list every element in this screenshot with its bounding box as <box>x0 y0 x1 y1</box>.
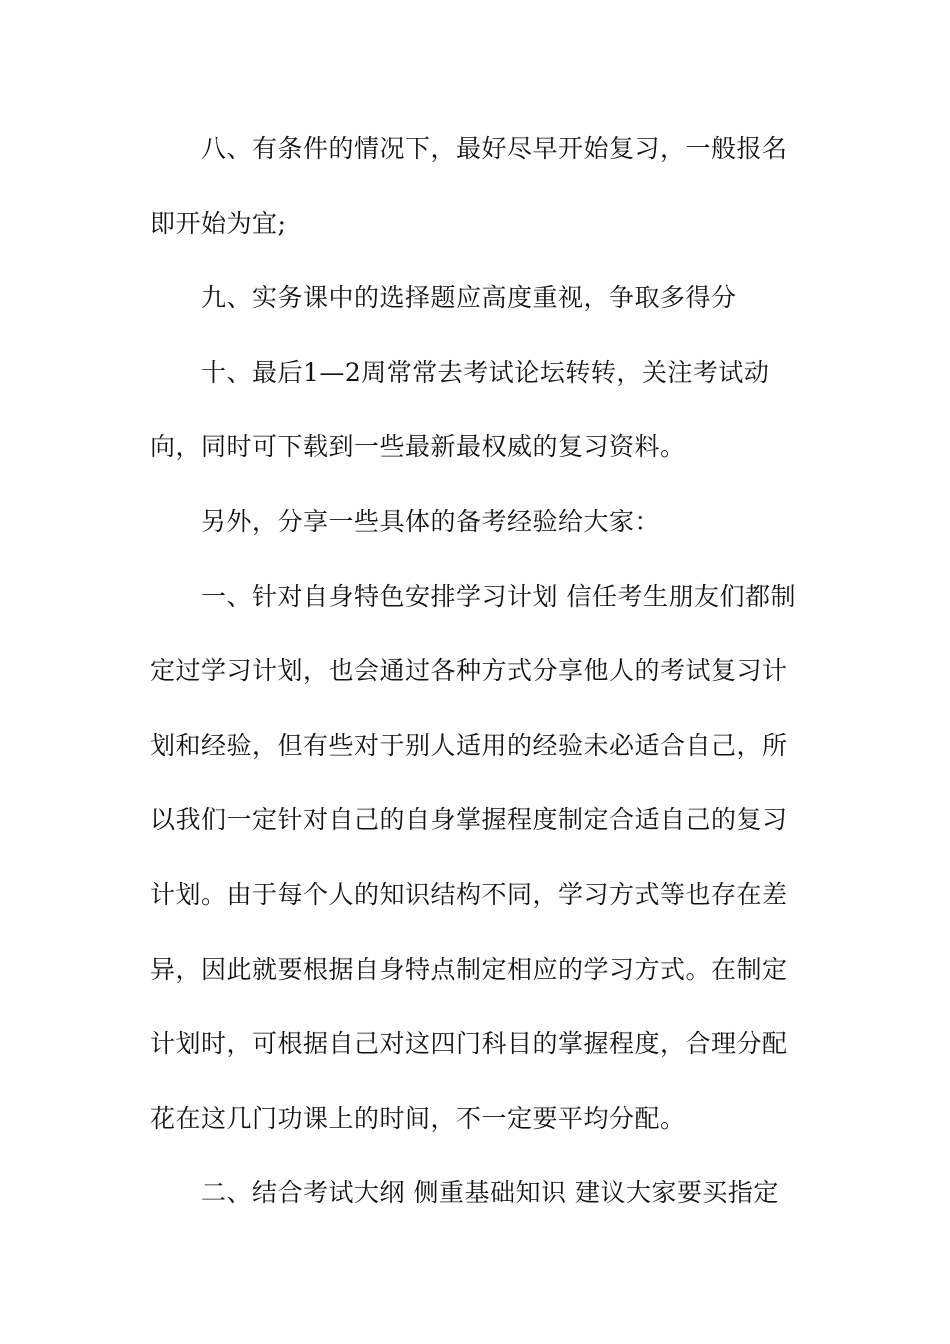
document-body <box>150 112 800 1231</box>
text-line: 计划。由于每个人的知识结构不同，学习方式等也存在差 <box>150 879 788 909</box>
text-line: 划和经验，但有些对于别人适用的经验未必适合自己，所 <box>150 730 788 760</box>
text-line: 向，同时可下载到一些最新最权威的复习资料。 <box>150 432 686 462</box>
text-line: 十、最后1—2周常常去考试论坛转转，关注考试动 <box>201 357 770 387</box>
text-line: 即开始为宜; <box>150 208 287 238</box>
text-line: 以我们一定针对自己的自身掌握程度制定合适自己的复习 <box>150 805 788 835</box>
text-line: 计划时，可根据自己对这四门科目的掌握程度，合理分配 <box>150 1029 788 1059</box>
text-line: 一、针对自身特色安排学习计划 信任考生朋友们都制 <box>201 581 796 611</box>
text-line: 二、结合考试大纲 侧重基础知识 建议大家要买指定 <box>201 1178 779 1208</box>
text-line: 定过学习计划，也会通过各种方式分享他人的考试复习计 <box>150 656 788 686</box>
text-line: 八、有条件的情况下，最好尽早开始复习，一般报名 <box>201 134 788 163</box>
text-line: 异，因此就要根据自身特点制定相应的学习方式。在制定 <box>150 954 788 984</box>
text-line: 花在这几门功课上的时间，不一定要平均分配。 <box>150 1103 686 1133</box>
text-line: 另外，分享一些具体的备考经验给大家： <box>201 506 661 536</box>
text-line: 九、实务课中的选择题应高度重视，争取多得分 <box>201 283 737 313</box>
